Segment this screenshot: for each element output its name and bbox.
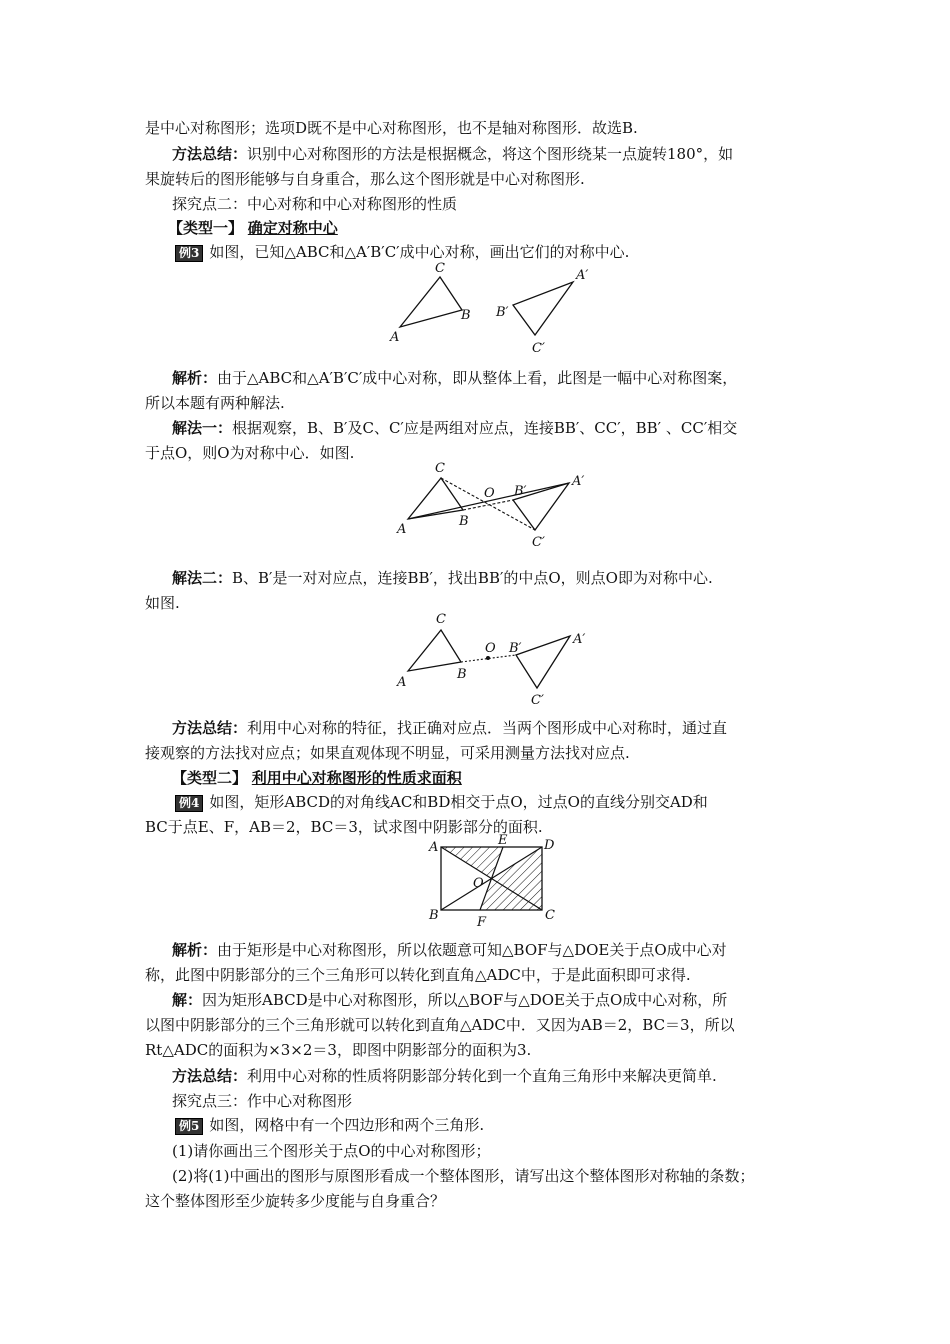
- figure-3-midpoint: [395, 608, 595, 708]
- label-d: D: [544, 838, 555, 853]
- label-a: A: [397, 522, 407, 537]
- label-c: C: [436, 612, 446, 627]
- label-a-prime: A′: [572, 474, 585, 489]
- label-o: O: [484, 486, 495, 501]
- solution-2-text: B、B′是一对对应点，连接BB′，找出BB′的中点O，则点O即为对称中心.: [232, 569, 713, 587]
- type2-heading: [172, 768, 852, 788]
- example-4: [175, 792, 855, 812]
- example-3-text: 如图，已知△ABC和△A′B′C′成中心对称，画出它们的对称中心.: [209, 243, 630, 261]
- label-f: F: [477, 915, 487, 930]
- solution-cont-1: 以图中阴影部分的三个三角形就可以转化到直角△ADC中．又因为AB＝2，BC＝3，所以: [145, 1016, 735, 1034]
- triangle-a1b1c1: [513, 282, 573, 335]
- type1-bracket: 【类型一】: [168, 219, 244, 237]
- label-c: C: [435, 261, 445, 276]
- question-2-cont: 这个整体图形至少旋转多少度能与自身重合？: [145, 1192, 446, 1210]
- solution-label: 解：: [172, 991, 203, 1009]
- label-c-prime: C′: [532, 341, 545, 356]
- method-summary-2: [172, 718, 852, 738]
- type2-bracket: 【类型二】: [172, 769, 248, 787]
- figure-2-symmetry-center-intersection: [395, 460, 595, 550]
- analysis-1: [172, 368, 852, 388]
- example-5: [175, 1115, 855, 1135]
- example-3-tag: 例3: [175, 245, 203, 262]
- solution-1-text: 根据观察，B、B′及C、C′应是两组对应点，连接BB′、CC′，BB′ 、CC′相交: [232, 419, 738, 437]
- label-a-prime: A′: [576, 268, 589, 283]
- analysis-2-text: 由于矩形是中心对称图形，所以依题意可知△BOF与△DOE关于点O成中心对: [217, 941, 727, 959]
- label-a: A: [390, 330, 400, 345]
- analysis-2-cont: 称，此图中阴影部分的三个三角形可以转化到直角△ADC中，于是此面积即可求得.: [145, 966, 691, 984]
- analysis-2: [172, 940, 852, 960]
- solution-method-2: [172, 568, 852, 588]
- solution-2-label: 解法二：: [172, 569, 233, 587]
- label-a: A: [397, 675, 407, 690]
- example-4-cont: BC于点E、F，AB＝2，BC＝3，试求图中阴影部分的面积.: [145, 818, 543, 836]
- method-summary-3-label: 方法总结：: [172, 1067, 248, 1085]
- figure-1-triangles: [380, 255, 600, 360]
- label-b-prime: B′: [496, 305, 509, 320]
- label-b: B: [429, 908, 439, 923]
- label-b: B: [459, 514, 469, 529]
- label-o: O: [485, 641, 496, 656]
- figure-4-rectangle: [425, 835, 565, 930]
- label-e: E: [498, 833, 508, 848]
- example-4-text: 如图，矩形ABCD的对角线AC和BD相交于点O，过点O的直线分别交AD和: [209, 793, 708, 811]
- question-1: (1)请你画出三个图形关于点O的中心对称图形；: [172, 1142, 491, 1160]
- type2-title: 利用中心对称图形的性质求面积: [251, 769, 462, 787]
- triangle-a1b1c1: [516, 636, 570, 688]
- solution-method-1: [172, 418, 852, 438]
- type1-title: 确定对称中心: [247, 219, 338, 237]
- method-summary-3: [172, 1066, 852, 1086]
- example-5-tag: 例5: [175, 1118, 203, 1135]
- label-a: A: [429, 840, 439, 855]
- solution-cont-2: Rt△ADC的面积为×3×2＝3，即图中阴影部分的面积为3.: [145, 1041, 532, 1059]
- label-b: B: [457, 667, 467, 682]
- method-summary-1-cont: 果旋转后的图形能够与自身重合，那么这个图形就是中心对称图形.: [145, 170, 585, 188]
- label-b-prime: B′: [509, 641, 522, 656]
- example-5-text: 如图，网格中有一个四边形和两个三角形.: [209, 1116, 485, 1134]
- solution-1-label: 解法一：: [172, 419, 233, 437]
- analysis-label: 解析：: [172, 369, 218, 387]
- label-c: C: [435, 461, 445, 476]
- type1-heading: [168, 218, 848, 238]
- label-b: B: [461, 308, 471, 323]
- solution: [172, 990, 852, 1010]
- question-2: (2)将(1)中画出的图形与原图形看成一个整体图形，请写出这个整体图形对称轴的条数；: [172, 1167, 755, 1185]
- triangle-abc: [408, 630, 461, 671]
- explore-point-2-heading: 探究点二：中心对称和中心对称图形的性质: [172, 195, 458, 213]
- analysis-1-cont: 所以本题有两种解法.: [145, 394, 285, 412]
- analysis-text: 由于△ABC和△A′B′C′成中心对称，即从整体上看，此图是一幅中心对称图案，: [217, 369, 738, 387]
- solution-text: 因为矩形ABCD是中心对称图形，所以△BOF与△DOE关于点O成中心对称，所: [202, 991, 728, 1009]
- method-summary-3-text: 利用中心对称的性质将阴影部分转化到一个直角三角形中来解决更简单.: [247, 1067, 717, 1085]
- point-o: [486, 656, 490, 660]
- method-summary-text: 识别中心对称图形的方法是根据概念，将这个图形绕某一点旋转180°，如: [247, 145, 734, 163]
- method-summary-2-label: 方法总结：: [172, 719, 248, 737]
- explore-point-3-heading: 探究点三：作中心对称图形: [172, 1092, 353, 1110]
- label-c-prime: C′: [531, 693, 544, 708]
- label-a-prime: A′: [573, 632, 586, 647]
- paragraph-option-d: 是中心对称图形；选项D既不是中心对称图形，也不是轴对称图形．故选B.: [145, 119, 638, 137]
- method-summary-1: [172, 144, 852, 164]
- method-summary-2-text: 利用中心对称的特征，找正确对应点．当两个图形成中心对称时，通过直: [247, 719, 728, 737]
- triangle-abc: [400, 277, 462, 327]
- example-4-tag: 例4: [175, 795, 203, 812]
- analysis-2-label: 解析：: [172, 941, 218, 959]
- label-c: C: [545, 908, 555, 923]
- label-o: O: [473, 876, 484, 891]
- label-c-prime: C′: [532, 535, 545, 550]
- solution-method-2-cont: 如图.: [145, 594, 180, 612]
- label-b-prime: B′: [514, 484, 527, 499]
- method-summary-2-cont: 接观察的方法找对应点；如果直观体现不明显，可采用测量方法找对应点.: [145, 744, 630, 762]
- solution-method-1-cont: 于点O，则O为对称中心．如图.: [145, 444, 355, 462]
- method-summary-label: 方法总结：: [172, 145, 248, 163]
